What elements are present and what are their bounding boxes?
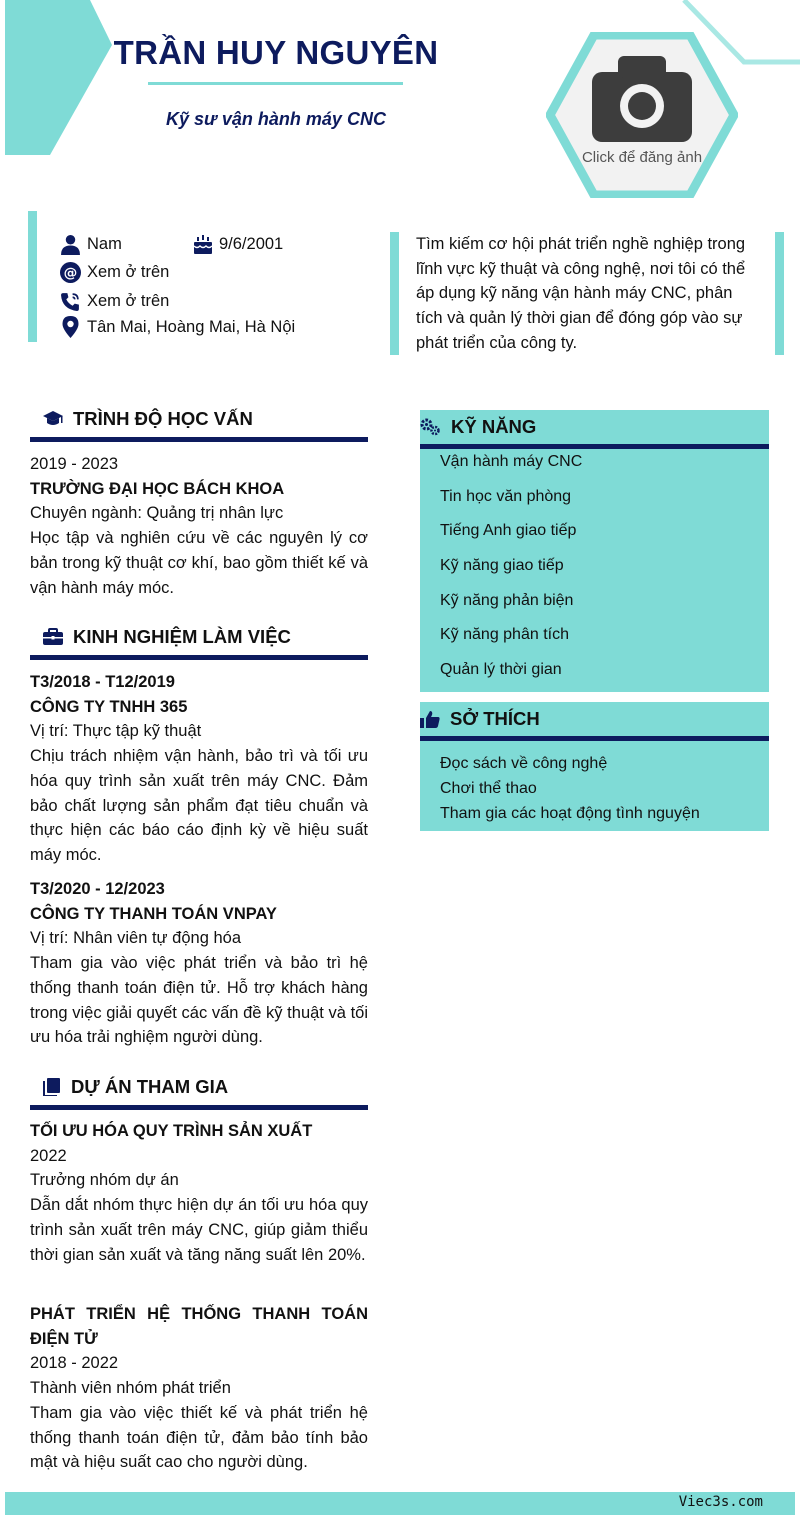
avatar-upload[interactable] <box>546 32 738 198</box>
phone-icon <box>60 291 81 312</box>
skill-item: Kỹ năng phân tích <box>440 626 569 644</box>
project-description: Dẫn dắt nhóm thực hiện dự án tối ưu hóa quy trình sản xuất trên máy CNC, giúp giảm thiểu thời gian sản xuất và tăng năng suất lên 20%. <box>30 1196 368 1264</box>
hobby-item: Đọc sách về công nghệ <box>440 755 608 772</box>
skill-item: Vận hành máy CNC <box>440 453 583 470</box>
email-row <box>60 259 169 285</box>
education-title: TRÌNH ĐỘ HỌC VẤN <box>73 408 253 429</box>
job-title: Kỹ sư vận hành máy CNC <box>166 109 386 129</box>
user-icon <box>60 234 81 255</box>
career-objective: Tìm kiếm cơ hội phát triển nghề nghiệp trong lĩnh vực kỹ thuật và công nghệ, nơi tôi có thể áp dụng kỹ năng vận hành máy CNC, phân tích và quản lý thời gian để đóng góp vào sự phát triển của công ty. <box>416 235 746 352</box>
experience-entry-1 <box>30 670 368 868</box>
experience-position: Vị trí: Nhân viên tự động hóa <box>30 929 242 948</box>
project-role: Thành viên nhóm phát triển <box>30 1379 231 1398</box>
education-heading <box>43 406 253 432</box>
project-entry-2 <box>30 1302 368 1475</box>
skill-item: Tiếng Anh giao tiếp <box>440 522 577 540</box>
experience-company: CÔNG TY TNHH 365 <box>30 697 188 716</box>
experience-description: Chịu trách nhiệm vận hành, bảo trì và tối ưu hóa quy trình sản xuất trên máy CNC. Đảm bảo chất lượng sản phẩm đạt tiêu chuẩn và thực hiện các báo cáo định kỳ về hiệu suất máy móc. <box>30 747 368 864</box>
hobbies-rule <box>420 736 769 741</box>
name-underline <box>148 82 403 85</box>
hobby-item: Chơi thể thao <box>440 780 537 797</box>
experience-description: Tham gia vào việc phát triển và bảo trì hệ thống thanh toán điện tử. Hỗ trợ khách hàng trong việc giải quyết các vấn đề kỹ thuật và tối ưu hóa trải nghiệm người dùng. <box>30 954 368 1047</box>
projects-heading <box>43 1074 228 1100</box>
email-icon <box>60 262 81 283</box>
project-entry-1 <box>30 1119 368 1267</box>
gender-text: Nam <box>87 234 122 253</box>
experience-title: KINH NGHIỆM LÀM VIỆC <box>73 626 291 647</box>
hobbies-heading <box>420 706 540 732</box>
objective-right-bar <box>775 232 784 355</box>
experience-period: T3/2020 - 12/2023 <box>30 880 165 898</box>
footer-brand[interactable]: Viec3s.com <box>678 1494 763 1510</box>
objective-left-bar <box>390 232 399 355</box>
project-role: Trưởng nhóm dự án <box>30 1171 179 1190</box>
gender-row <box>60 231 122 257</box>
experience-company: CÔNG TY THANH TOÁN VNPAY <box>30 904 277 923</box>
email-text: Xem ở trên <box>87 262 170 281</box>
education-rule <box>30 437 368 442</box>
gears-icon <box>420 418 441 436</box>
phone-text: Xem ở trên <box>87 291 170 310</box>
skill-item: Tin học văn phòng <box>440 487 572 505</box>
education-major: Chuyên ngành: Quảng trị nhân lực <box>30 504 284 523</box>
projects-title: DỰ ÁN THAM GIA <box>71 1076 229 1097</box>
briefcase-icon <box>43 628 63 646</box>
project-description: Tham gia vào việc thiết kế và phát triển hệ thống thanh toán điện tử, đảm bảo tính bảo mật và hiệu suất cao cho người dùng. <box>30 1403 368 1472</box>
header-left-shape <box>0 0 120 160</box>
hobbies-title: SỞ THÍCH <box>450 708 540 729</box>
project-year: 2022 <box>30 1146 67 1165</box>
hobbies-list <box>440 752 760 827</box>
address-row <box>60 314 295 340</box>
avatar-label: Click để đăng ảnh <box>581 149 703 166</box>
contact-left-bar <box>28 211 37 342</box>
skills-list <box>440 450 760 693</box>
phone-row <box>60 288 169 314</box>
education-description: Học tập và nghiên cứu về các nguyên lý cơ bản trong kỹ thuật cơ khí, bao gồm thiết kế và vận hành máy móc. <box>30 529 368 597</box>
hobby-item: Tham gia các hoạt động tình nguyện <box>440 805 700 822</box>
skill-item: Kỹ năng giao tiếp <box>440 557 564 575</box>
thumbs-up-icon <box>420 710 440 729</box>
education-school: TRƯỜNG ĐẠI HỌC BÁCH KHOA <box>30 479 285 498</box>
svg-text:@: @ <box>63 264 78 281</box>
experience-period: T3/2018 - T12/2019 <box>30 673 175 691</box>
skill-item: Quản lý thời gian <box>440 661 562 679</box>
address-text: Tân Mai, Hoàng Mai, Hà Nội <box>87 317 296 336</box>
skills-heading <box>420 414 536 440</box>
birthday-row <box>193 231 283 257</box>
experience-heading <box>43 624 291 650</box>
candidate-name: TRẦN HUY NGUYÊN <box>113 34 439 71</box>
education-entry <box>30 452 368 600</box>
book-icon <box>43 1078 61 1096</box>
skills-rule <box>420 444 769 449</box>
birthday-cake-icon <box>193 234 213 255</box>
location-pin-icon <box>60 316 81 338</box>
education-period: 2019 - 2023 <box>30 455 119 473</box>
skill-item: Kỹ năng phản biện <box>440 591 574 609</box>
project-name: TỐI ƯU HÓA QUY TRÌNH SẢN XUẤT <box>30 1122 313 1140</box>
project-year: 2018 - 2022 <box>30 1354 119 1373</box>
footer-bar <box>5 1492 795 1515</box>
avatar-hexagon <box>546 32 738 198</box>
experience-entry-2 <box>30 877 368 1050</box>
project-name: PHÁT TRIỂN HỆ THỐNG THANH TOÁN ĐIỆN TỬ <box>30 1305 368 1348</box>
projects-rule <box>30 1105 368 1110</box>
graduation-cap-icon <box>43 410 63 428</box>
birthday-text: 9/6/2001 <box>219 234 284 253</box>
experience-rule <box>30 655 368 660</box>
experience-position: Vị trí: Thực tập kỹ thuật <box>30 722 202 741</box>
skills-title: KỸ NĂNG <box>451 416 537 437</box>
